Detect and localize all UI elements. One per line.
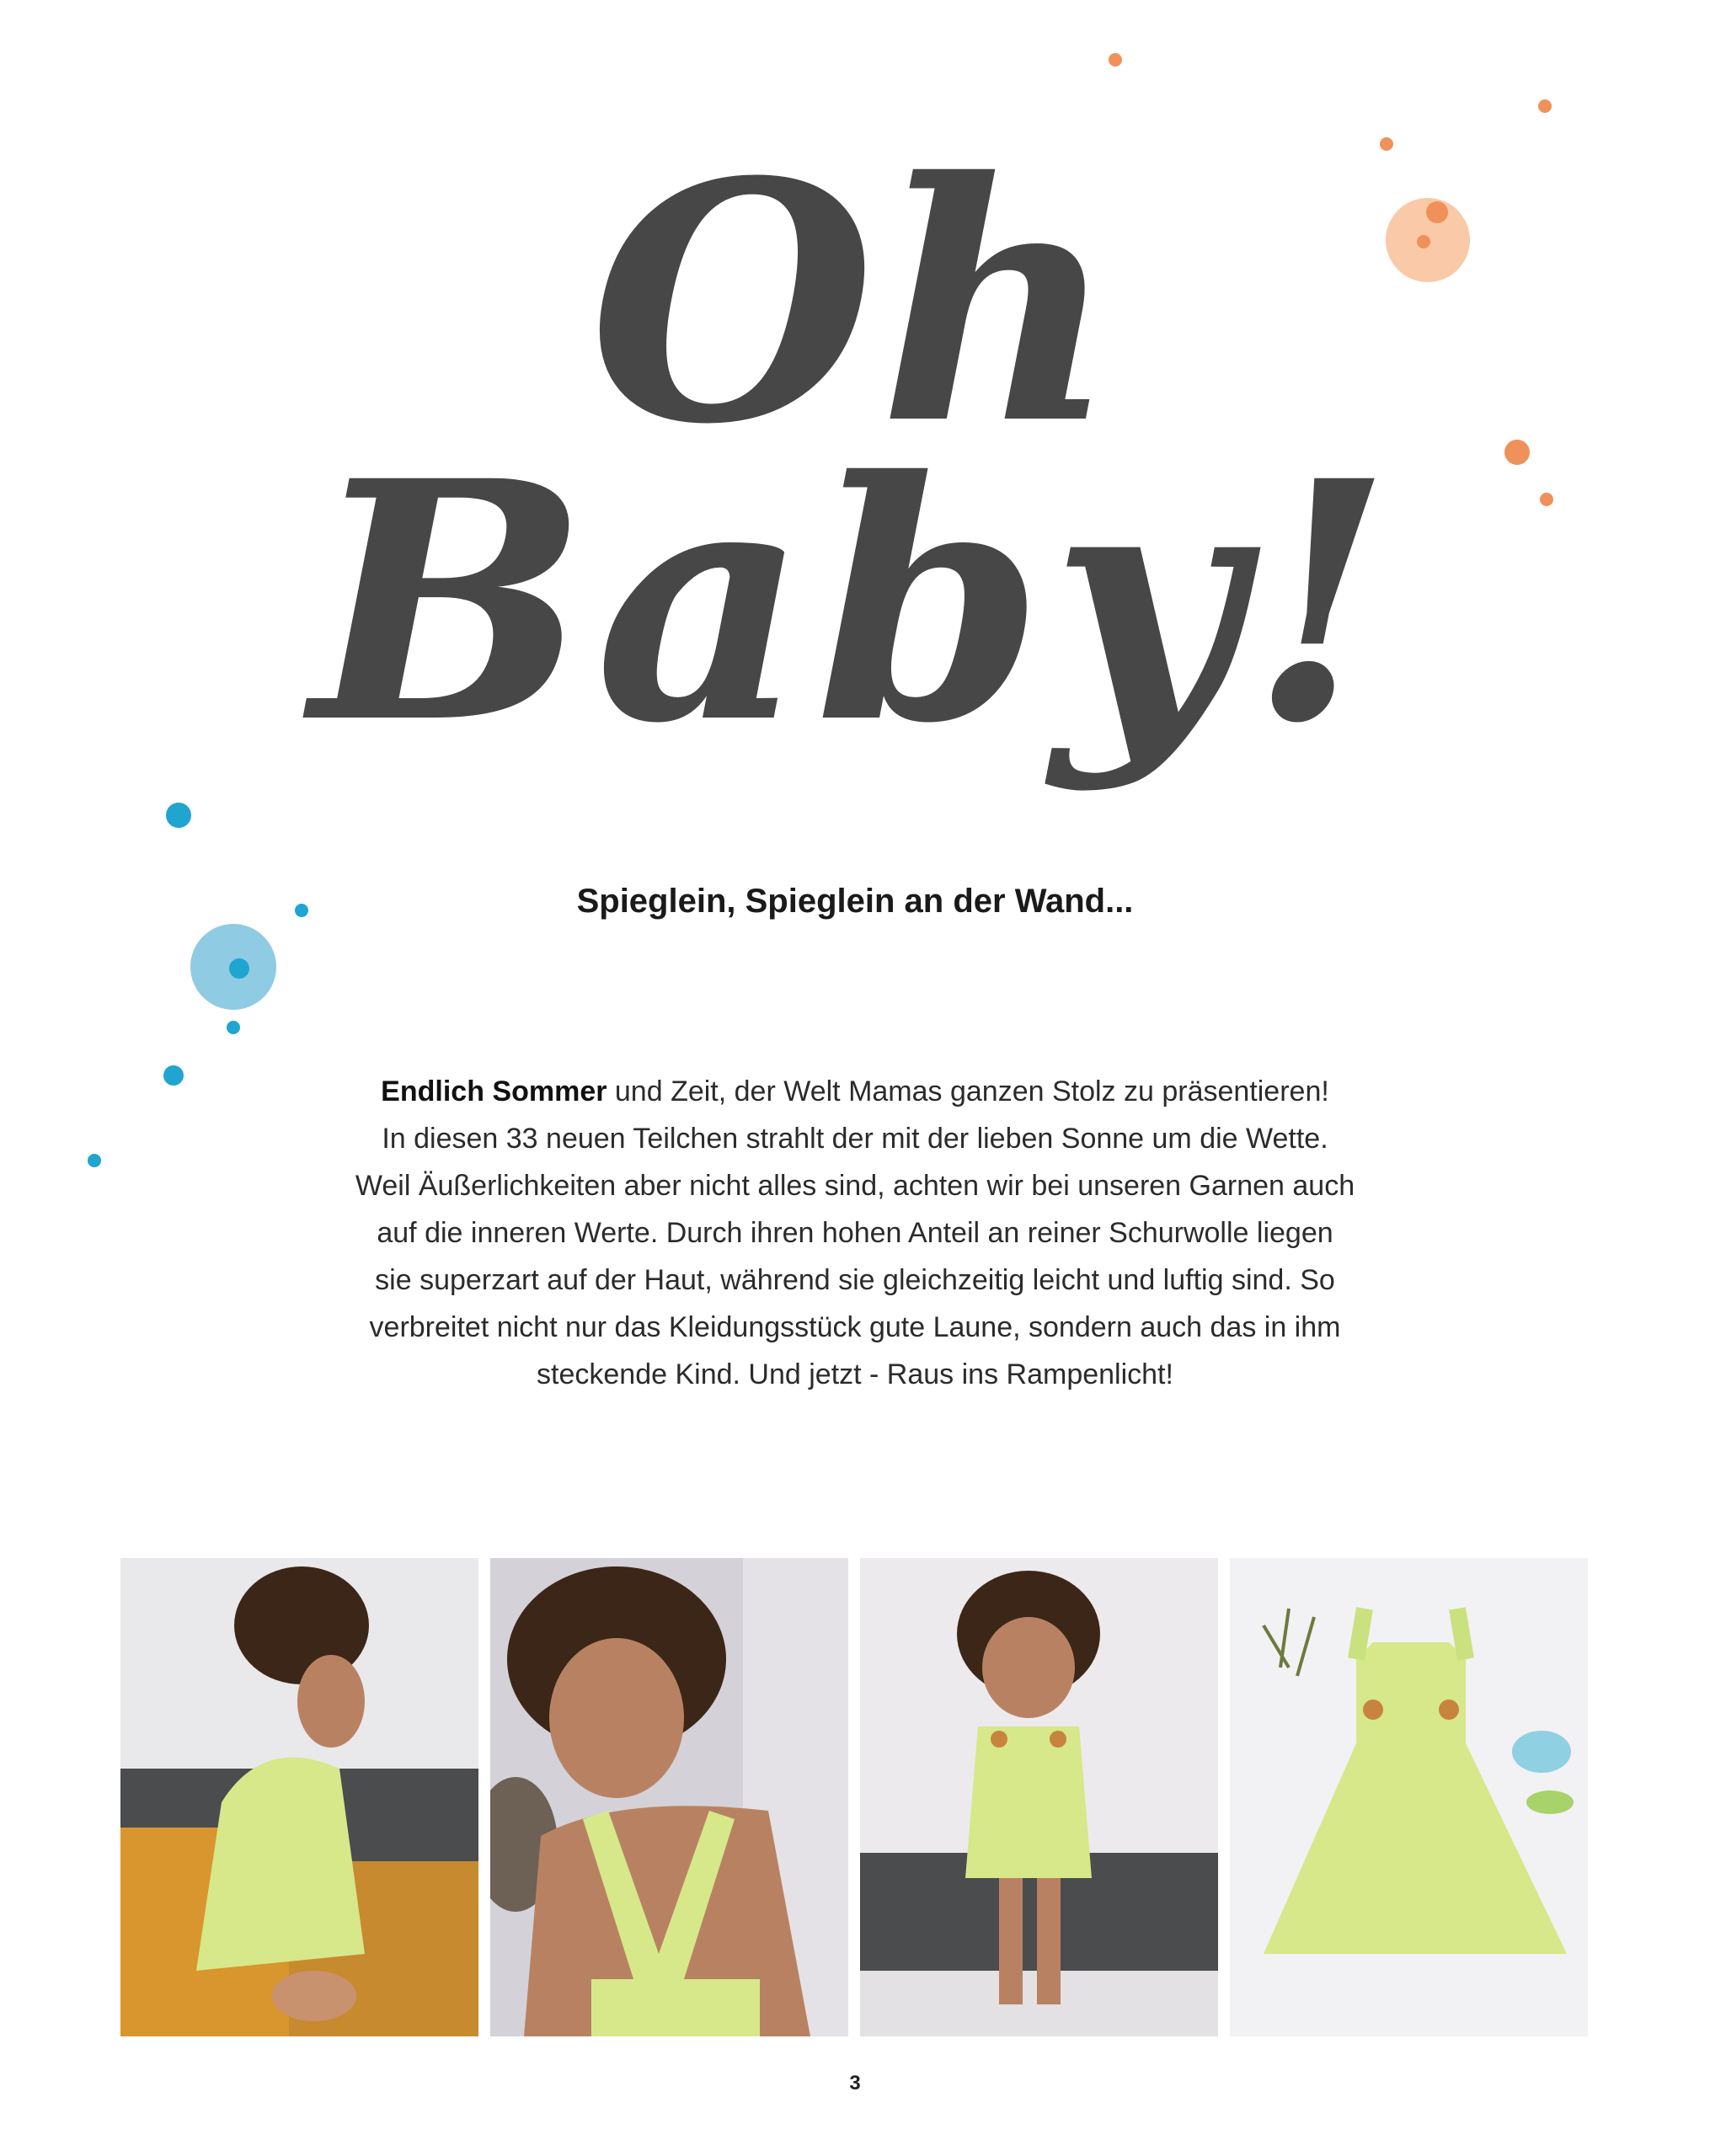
intro-line: Weil Äußerlichkeiten aber nicht alles sind, achten wir bei unseren Garnen auch xyxy=(355,1170,1355,1202)
child-profile-closeup-photo xyxy=(490,1558,848,2036)
headline-line-1: Oh xyxy=(589,110,1121,496)
intro-line: steckende Kind. Und jetzt - Raus ins Rampenlicht! xyxy=(537,1358,1173,1390)
headline-line-2: Baby! xyxy=(310,409,1400,795)
decorative-dot xyxy=(166,803,191,828)
dress-flatlay-photo xyxy=(1230,1558,1588,2036)
intro-line: auf die inneren Werte. Durch ihren hohen Anteil an reiner Schurwolle liegen xyxy=(377,1217,1333,1249)
child-back-view-photo xyxy=(120,1558,478,2036)
decorative-dot xyxy=(88,1154,101,1167)
intro-line: In diesen 33 neuen Teilchen strahlt der mit der lieben Sonne um die Wette. xyxy=(382,1123,1328,1155)
intro-line: sie superzart auf der Haut, während sie gleichzeitig leicht und luftig sind. So xyxy=(375,1264,1335,1296)
child-sitting-front-photo xyxy=(860,1558,1218,2036)
decorative-dot xyxy=(163,1065,184,1086)
intro-paragraph xyxy=(312,1068,1398,1398)
intro-line: verbreitet nicht nur das Kleidungsstück gute Laune, sondern auch das in ihm xyxy=(369,1311,1341,1343)
decorative-dot xyxy=(227,1021,240,1034)
decorative-dot xyxy=(1109,53,1122,67)
intro-line: und Zeit, der Welt Mamas ganzen Stolz zu präsentieren! xyxy=(607,1075,1329,1107)
decorative-dot xyxy=(229,958,249,979)
page-number: 3 xyxy=(849,2072,861,2095)
intro-lead: Endlich Sommer xyxy=(381,1075,607,1107)
subtitle: Spieglein, Spieglein an der Wand... xyxy=(576,883,1134,920)
decorative-dot xyxy=(1538,99,1552,113)
